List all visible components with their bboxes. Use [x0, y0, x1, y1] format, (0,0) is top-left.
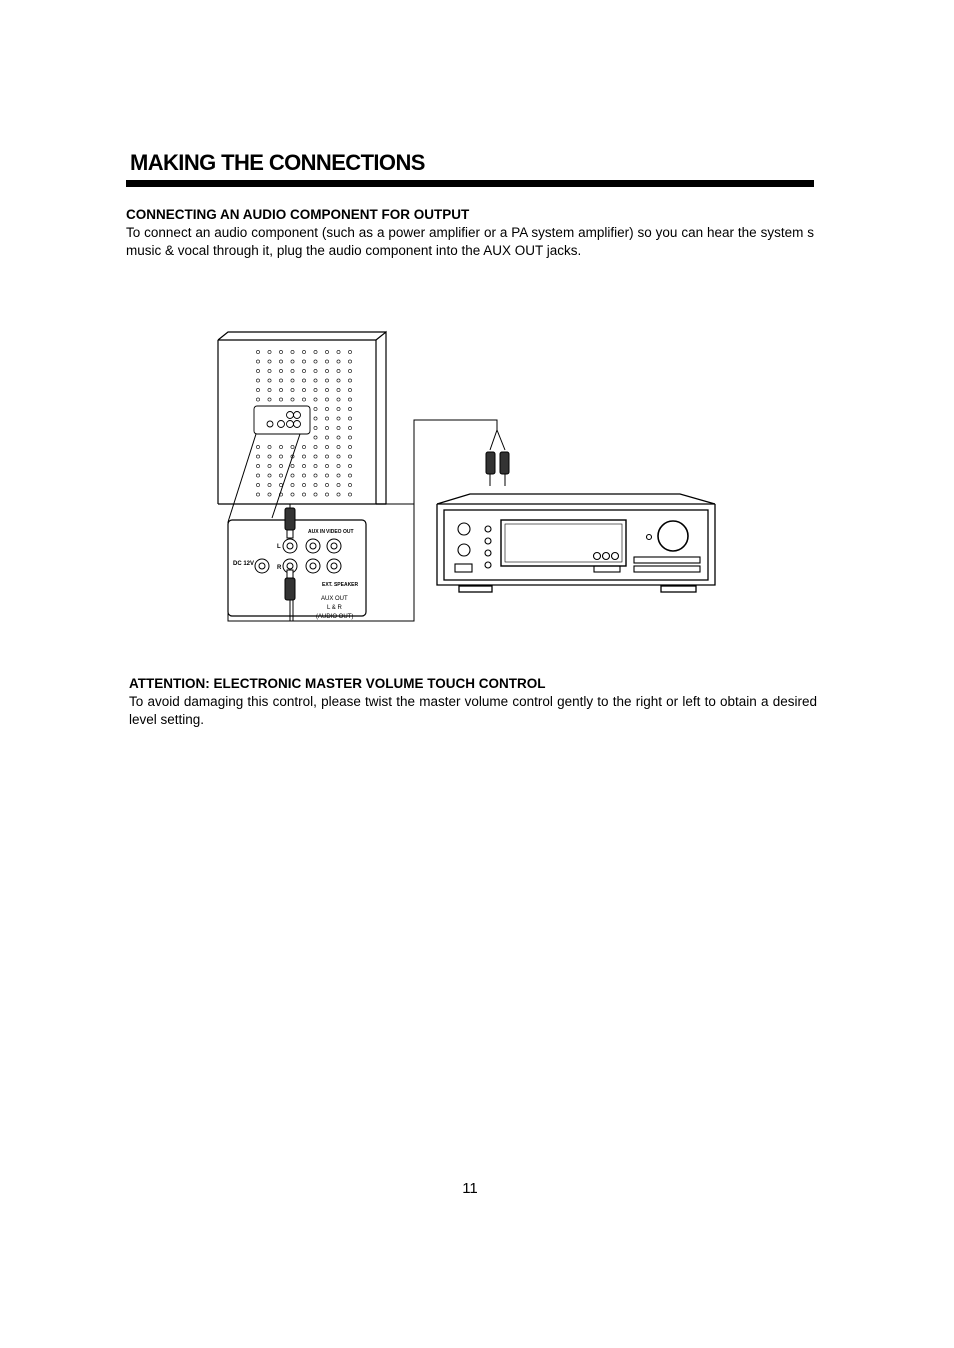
cabinet-jack-plate [254, 406, 310, 434]
grill-hole [291, 398, 294, 401]
grill-hole [325, 379, 328, 382]
grill-hole [325, 483, 328, 486]
grill-hole [302, 474, 305, 477]
grill-hole [314, 493, 317, 496]
grill-hole [348, 483, 351, 486]
speaker-grill [256, 350, 351, 496]
grill-hole [302, 350, 305, 353]
speaker-cabinet [218, 332, 386, 504]
grill-hole [348, 464, 351, 467]
label-ext-speaker: EXT. SPEAKER [322, 582, 359, 588]
grill-hole [348, 445, 351, 448]
amplifier [437, 494, 715, 592]
grill-hole [337, 388, 340, 391]
grill-hole [348, 436, 351, 439]
grill-hole [325, 436, 328, 439]
grill-hole [314, 417, 317, 420]
grill-hole [314, 426, 317, 429]
grill-hole [256, 464, 259, 467]
grill-hole [268, 388, 271, 391]
grill-hole [256, 398, 259, 401]
grill-hole [325, 445, 328, 448]
output-section-heading: CONNECTING AN AUDIO COMPONENT FOR OUTPUT [126, 207, 470, 222]
grill-hole [279, 388, 282, 391]
grill-hole [291, 388, 294, 391]
grill-hole [256, 445, 259, 448]
grill-hole [337, 493, 340, 496]
grill-hole [314, 464, 317, 467]
grill-hole [337, 407, 340, 410]
grill-hole [325, 398, 328, 401]
grill-hole [325, 464, 328, 467]
grill-hole [256, 350, 259, 353]
zoomed-jacks [255, 539, 341, 573]
grill-hole [268, 474, 271, 477]
grill-hole [256, 483, 259, 486]
grill-hole [256, 474, 259, 477]
grill-hole [314, 388, 317, 391]
grill-hole [279, 369, 282, 372]
grill-hole [256, 369, 259, 372]
grill-hole [314, 436, 317, 439]
grill-hole [314, 369, 317, 372]
amplifier-controls [455, 520, 700, 572]
grill-hole [337, 369, 340, 372]
grill-hole [268, 350, 271, 353]
grill-hole [314, 379, 317, 382]
grill-hole [291, 483, 294, 486]
grill-hole [302, 369, 305, 372]
grill-hole [314, 445, 317, 448]
grill-hole [291, 350, 294, 353]
grill-hole [348, 398, 351, 401]
label-aux-out-3: (AUDIO OUT) [316, 614, 354, 620]
attention-section-heading: ATTENTION: ELECTRONIC MASTER VOLUME TOUCH CONTROL [129, 676, 546, 691]
grill-hole [337, 474, 340, 477]
label-aux-out-1: AUX OUT [321, 596, 348, 602]
grill-hole [302, 464, 305, 467]
label-left: L [277, 544, 281, 550]
page-title: MAKING THE CONNECTIONS [130, 150, 425, 175]
grill-hole [268, 493, 271, 496]
grill-hole [268, 455, 271, 458]
grill-hole [325, 350, 328, 353]
grill-hole [302, 388, 305, 391]
grill-hole [302, 445, 305, 448]
grill-hole [279, 379, 282, 382]
grill-hole [325, 417, 328, 420]
grill-hole [291, 493, 294, 496]
grill-hole [325, 455, 328, 458]
grill-hole [268, 483, 271, 486]
page-number: 11 [462, 1180, 478, 1197]
grill-hole [314, 483, 317, 486]
grill-hole [348, 360, 351, 363]
grill-hole [268, 445, 271, 448]
grill-hole [337, 483, 340, 486]
grill-hole [291, 474, 294, 477]
grill-hole [348, 426, 351, 429]
grill-hole [291, 379, 294, 382]
label-dc: DC 12V [233, 561, 255, 567]
grill-hole [256, 360, 259, 363]
grill-hole [325, 493, 328, 496]
grill-hole [256, 379, 259, 382]
grill-hole [337, 360, 340, 363]
grill-hole [291, 369, 294, 372]
grill-hole [256, 493, 259, 496]
grill-hole [337, 379, 340, 382]
grill-hole [337, 445, 340, 448]
grill-hole [325, 369, 328, 372]
grill-hole [325, 474, 328, 477]
output-section-body: To connect an audio component (such as a power amplifier or a PA system amplifier) so you can hear the system s music & vocal through it, plug the audio component into the AUX OUT jacks. [126, 225, 814, 258]
grill-hole [302, 360, 305, 363]
grill-hole [268, 464, 271, 467]
grill-hole [291, 360, 294, 363]
grill-hole [314, 455, 317, 458]
grill-hole [302, 483, 305, 486]
grill-hole [325, 360, 328, 363]
grill-hole [268, 360, 271, 363]
grill-hole [337, 426, 340, 429]
grill-hole [314, 398, 317, 401]
grill-hole [302, 398, 305, 401]
label-video-out: VIDEO OUT [326, 529, 354, 535]
rca-plug-bottom [285, 570, 295, 621]
grill-hole [325, 388, 328, 391]
grill-hole [337, 436, 340, 439]
grill-hole [348, 369, 351, 372]
grill-hole [256, 455, 259, 458]
grill-hole [314, 407, 317, 410]
grill-hole [268, 379, 271, 382]
grill-hole [337, 417, 340, 420]
grill-hole [337, 455, 340, 458]
grill-hole [337, 398, 340, 401]
grill-hole [302, 493, 305, 496]
label-right: R [277, 565, 282, 571]
grill-hole [348, 455, 351, 458]
grill-hole [279, 350, 282, 353]
grill-hole [279, 398, 282, 401]
grill-hole [291, 445, 294, 448]
grill-hole [348, 379, 351, 382]
grill-hole [348, 493, 351, 496]
grill-hole [279, 464, 282, 467]
label-aux-in: AUX IN [308, 529, 325, 535]
grill-hole [256, 388, 259, 391]
rca-plugs-amplifier [486, 452, 509, 486]
attention-section-body: To avoid damaging this control, please twist the master volume control gently to the right or left to obtain a desired level setting. [129, 694, 817, 727]
grill-hole [337, 464, 340, 467]
label-aux-out-2: L & R [327, 605, 342, 611]
grill-hole [268, 369, 271, 372]
grill-hole [314, 360, 317, 363]
grill-hole [348, 407, 351, 410]
grill-hole [291, 464, 294, 467]
grill-hole [314, 350, 317, 353]
grill-hole [268, 398, 271, 401]
grill-hole [348, 388, 351, 391]
grill-hole [325, 407, 328, 410]
grill-hole [337, 350, 340, 353]
grill-hole [314, 474, 317, 477]
grill-hole [279, 474, 282, 477]
grill-hole [325, 426, 328, 429]
grill-hole [302, 379, 305, 382]
grill-hole [279, 360, 282, 363]
grill-hole [302, 455, 305, 458]
grill-hole [279, 445, 282, 448]
grill-hole [348, 474, 351, 477]
grill-hole [348, 350, 351, 353]
grill-hole [279, 455, 282, 458]
rca-plug-top [285, 504, 295, 538]
grill-hole [348, 417, 351, 420]
